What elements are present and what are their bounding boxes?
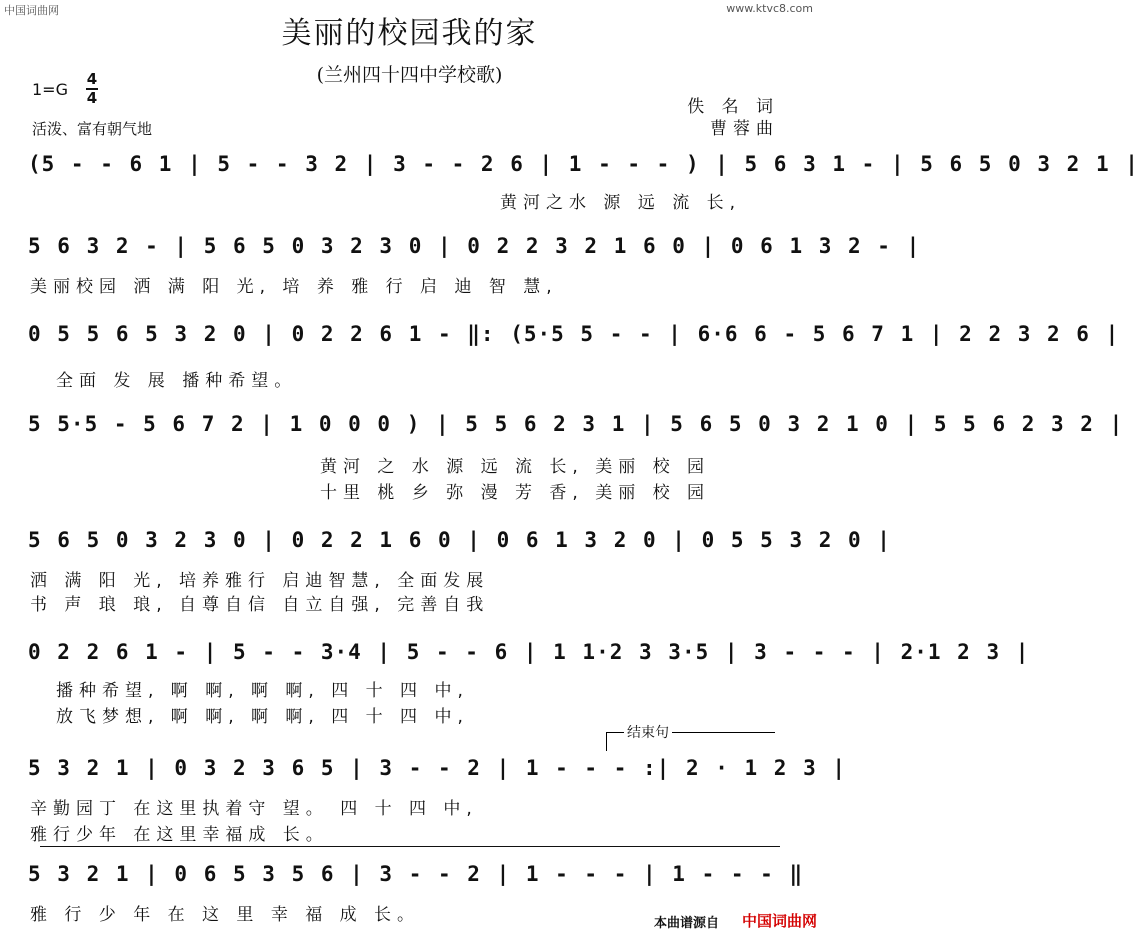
lyric-line-2: 美丽校园 洒 满 阳 光, 培 养 雅 行 启 迪 智 慧, [30,277,558,297]
lyric-line-3: 全面 发 展 播种希望。 [56,371,298,391]
lyric-line-1: 黄河之水 源 远 流 长, [500,193,742,213]
time-top: 4 [86,70,98,88]
divider-line [40,846,780,847]
site-watermark: 中国词曲网 [4,4,59,17]
lyric-line-7a: 辛勤园丁 在这里执着守 望。 四 十 四 中, [30,799,478,819]
stave-3: 0 5 5 6 5 3 2 0 | 0 2 2 6 1 - ‖: (5·5 5 - - | 6·6 6 - 5 6 7 1 | 2 2 3 2 6 | [28,322,1120,346]
lyric-line-4b: 十里 桃 乡 弥 漫 芳 香, 美丽 校 园 [320,483,711,503]
footer-site: 中国词曲网 [742,912,818,930]
stave-1: (5 - - 6 1 | 5 - - 3 2 | 3 - - 2 6 | 1 - - - ) | 5 6 3 1 - | 5 6 5 0 3 2 1 | [28,152,1139,176]
lyric-line-5b: 书 声 琅 琅, 自尊自信 自立自强, 完善自我 [30,595,490,615]
time-signature [86,72,98,106]
lyricist-credit: 佚 名 词 [687,97,779,117]
lyric-line-8: 雅 行 少 年 在 这 里 幸 福 成 长。 [30,905,421,925]
footer-source: 本曲谱源自 [654,916,720,931]
time-bottom: 4 [86,89,98,107]
tempo-marking: 活泼、富有朝气地 [32,120,153,138]
song-subtitle: (兰州四十四中学校歌) [316,64,503,86]
lyric-line-6a: 播种希望, 啊 啊, 啊 啊, 四 十 四 中, [56,681,469,701]
lyric-line-4a: 黄河 之 水 源 远 流 长, 美丽 校 园 [320,457,711,477]
stave-4: 5 5·5 - 5 6 7 2 | 1 0 0 0 ) | 5 5 6 2 3 1 | 5 6 5 0 3 2 1 0 | 5 5 6 2 3 2 | [28,412,1124,436]
stave-5: 5 6 5 0 3 2 3 0 | 0 2 2 1 6 0 | 0 6 1 3 2 0 | 0 5 5 3 2 0 | [28,528,891,552]
lyric-line-5a: 洒 满 阳 光, 培养雅行 启迪智慧, 全面发展 [30,571,490,591]
stave-2: 5 6 3 2 - | 5 6 5 0 3 2 3 0 | 0 2 2 3 2 1 6 0 | 0 6 1 3 2 - | [28,234,921,258]
stave-6: 0 2 2 6 1 - | 5 - - 3·4 | 5 - - 6 | 1 1·2 3 3·5 | 3 - - - | 2·1 2 3 | [28,640,1030,664]
song-title: 美丽的校园我的家 [281,16,538,51]
composer-credit: 曹蓉曲 [710,119,779,139]
url-watermark: www.ktvc8.com [726,2,813,15]
lyric-line-7b: 雅行少年 在这里幸福成 长。 [30,825,329,845]
key-signature: 1=G [32,80,68,99]
stave-7: 5 3 2 1 | 0 3 2 3 6 5 | 3 - - 2 | 1 - - - :| 2 · 1 2 3 | [28,756,847,780]
stave-8: 5 3 2 1 | 0 6 5 3 5 6 | 3 - - 2 | 1 - - - | 1 - - - ‖ [28,862,804,886]
ending-label: 结束句 [624,722,672,742]
lyric-line-6b: 放飞梦想, 啊 啊, 啊 啊, 四 十 四 中, [56,707,469,727]
